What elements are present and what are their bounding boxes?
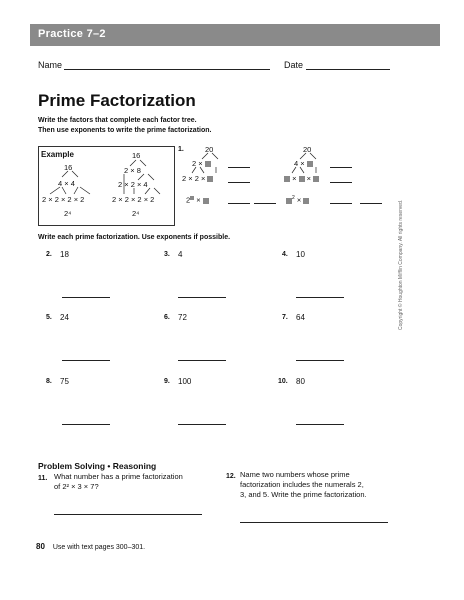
problem-value: 72 bbox=[178, 313, 187, 322]
blank-box-icon[interactable] bbox=[203, 198, 209, 204]
example-label: Example bbox=[41, 150, 74, 159]
problem-number: 8. bbox=[46, 378, 52, 385]
blank-box-icon[interactable] bbox=[307, 161, 313, 167]
problem-1b-result: $^2$ × bbox=[286, 195, 309, 205]
date-label: Date bbox=[284, 60, 304, 70]
problem-number: 5. bbox=[46, 314, 52, 321]
practice-label: Practice 7–2 bbox=[38, 28, 106, 40]
answer-line[interactable] bbox=[178, 360, 226, 361]
problem-1b-ans-2[interactable] bbox=[360, 203, 382, 204]
problem-1b-row2: × × bbox=[284, 174, 319, 183]
footer-text: Use with text pages 300–301. bbox=[52, 544, 146, 551]
instructions-line-1: Write the factors that complete each factor tree. bbox=[38, 117, 197, 124]
name-label: Name bbox=[38, 60, 63, 70]
problem-1a-blank-2[interactable] bbox=[228, 182, 250, 183]
problem-value: 4 bbox=[178, 250, 183, 259]
page-number: 80 bbox=[36, 542, 45, 551]
problem-12-answer-line[interactable] bbox=[240, 522, 388, 523]
footer bbox=[36, 542, 145, 551]
blank-box-icon[interactable] bbox=[205, 161, 211, 167]
problem-1a-result: 2 × bbox=[186, 195, 209, 205]
problem-12-text bbox=[240, 470, 367, 500]
problem-1a-row2: 2 × 2 × bbox=[182, 174, 213, 183]
problem-number: 6. bbox=[164, 314, 170, 321]
page-title: Prime Factorization bbox=[38, 91, 196, 110]
problem-1a-root: 20 bbox=[205, 145, 214, 154]
blank-box-icon[interactable] bbox=[284, 176, 290, 182]
answer-line[interactable] bbox=[296, 360, 344, 361]
problem-value: 80 bbox=[296, 377, 305, 386]
problem-value: 75 bbox=[60, 377, 69, 386]
problem-1a-blank[interactable] bbox=[228, 167, 250, 168]
answer-line[interactable] bbox=[62, 360, 110, 361]
example-tree1-bottom: 2 × 2 × 2 × 2 bbox=[42, 195, 85, 204]
problem-11-number: 11. bbox=[38, 475, 48, 482]
instructions-line-2: Then use exponents to write the prime factorization. bbox=[38, 127, 212, 134]
example-tree2-root: 16 bbox=[132, 151, 141, 160]
problem-1a-row1: 2 × bbox=[192, 159, 211, 168]
answer-line[interactable] bbox=[296, 424, 344, 425]
problem-12-line-1: Name two numbers whose prime bbox=[240, 470, 350, 479]
problem-1a-ans-1[interactable] bbox=[228, 203, 250, 204]
problem-number: 2. bbox=[46, 251, 52, 258]
problem-12-line-2: factorization includes the numerals 2, bbox=[240, 480, 364, 489]
problem-number: 10. bbox=[278, 378, 288, 385]
problem-value: 10 bbox=[296, 250, 305, 259]
example-tree1-result: 2⁴ bbox=[64, 209, 72, 218]
problem-11-answer-line[interactable] bbox=[54, 514, 202, 515]
blank-box-icon[interactable] bbox=[313, 176, 319, 182]
problem-1a-ans-2[interactable] bbox=[254, 203, 276, 204]
answer-line[interactable] bbox=[62, 424, 110, 425]
problem-1b-row1: 4 × bbox=[294, 159, 313, 168]
answer-line[interactable] bbox=[178, 297, 226, 298]
example-tree1-mid: 4 × 4 bbox=[58, 179, 75, 188]
problem-value: 18 bbox=[60, 250, 69, 259]
blank-box-icon[interactable] bbox=[207, 176, 213, 182]
problem-1b-blank-2[interactable] bbox=[330, 182, 352, 183]
problem-solving-heading: Problem Solving • Reasoning bbox=[38, 461, 157, 471]
answer-line[interactable] bbox=[178, 424, 226, 425]
problem-number: 7. bbox=[282, 314, 288, 321]
copyright-note: Copyright © Houghton Mifflin Company. All rights reserved. bbox=[398, 199, 404, 330]
problem-1b-blank[interactable] bbox=[330, 167, 352, 168]
example-tree1-root: 16 bbox=[64, 163, 73, 172]
problem-1-number: 1. bbox=[178, 146, 184, 153]
blank-box-icon[interactable] bbox=[303, 198, 309, 204]
example-tree2-bottom: 2 × 2 × 2 × 2 bbox=[112, 195, 155, 204]
problem-11-text bbox=[54, 472, 183, 492]
example-tree2-mid2: 2 × 2 × 4 bbox=[118, 180, 148, 189]
section-2-instructions: Write each prime factorization. Use exponents if possible. bbox=[38, 234, 231, 241]
problem-1b-root: 20 bbox=[303, 145, 312, 154]
problem-value: 24 bbox=[60, 313, 69, 322]
problem-12-number: 12. bbox=[226, 473, 236, 480]
problem-number: 3. bbox=[164, 251, 170, 258]
blank-box-icon[interactable] bbox=[299, 176, 305, 182]
answer-line[interactable] bbox=[296, 297, 344, 298]
problem-number: 9. bbox=[164, 378, 170, 385]
example-tree2-result: 2⁴ bbox=[132, 209, 140, 218]
problem-number: 4. bbox=[282, 251, 288, 258]
example-tree2-mid: 2 × 8 bbox=[124, 166, 141, 175]
problem-value: 64 bbox=[296, 313, 305, 322]
problem-11-line-2: of 2² × 3 × 7? bbox=[54, 482, 99, 491]
problem-1b-ans-1[interactable] bbox=[330, 203, 352, 204]
problem-11-line-1: What number has a prime factorization bbox=[54, 472, 183, 481]
problem-12-line-3: 3, and 5. Write the prime factorization. bbox=[240, 490, 367, 499]
problem-value: 100 bbox=[178, 377, 192, 386]
answer-line[interactable] bbox=[62, 297, 110, 298]
exponent-box-icon[interactable] bbox=[190, 196, 194, 200]
